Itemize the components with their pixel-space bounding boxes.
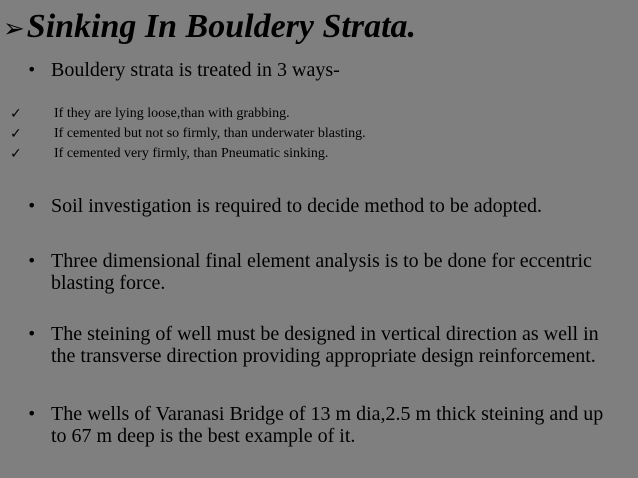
checkmark-icon: ✓ (10, 146, 22, 162)
check-text: If cemented but not so firmly, than underwater blasting. (54, 126, 366, 141)
checkmark-icon: ✓ (10, 126, 22, 142)
point-line: The steining of well must be designed in vertical direction as well in (51, 323, 599, 345)
point-text (51, 403, 603, 447)
point-line: to 67 m deep is the best example of it. (51, 425, 356, 447)
slide-title (3, 8, 416, 45)
point-bullet (0, 403, 603, 447)
bullet-dot-icon: • (27, 60, 37, 79)
arrow-bullet-icon: ➢ (3, 14, 25, 44)
point-text (51, 323, 599, 367)
check-text: If they are lying loose,than with grabbing. (54, 106, 290, 121)
check-item (0, 104, 290, 124)
point-bullet (0, 323, 599, 367)
intro-bullet (0, 58, 340, 82)
point-bullet (0, 195, 542, 217)
point-line: Three dimensional final element analysis is to be done for eccentric (51, 250, 592, 272)
point-line: blasting force. (51, 272, 166, 294)
point-line: Soil investigation is required to decide method to be adopted. (51, 195, 543, 217)
check-item (0, 144, 328, 164)
title-text: Sinking In Bouldery Strata. (26, 8, 417, 45)
bullet-dot-icon: • (27, 196, 37, 215)
point-text (51, 250, 592, 294)
check-item (0, 124, 366, 144)
bullet-dot-icon: • (27, 251, 37, 270)
bullet-dot-icon: • (27, 404, 37, 423)
point-line: The wells of Varanasi Bridge of 13 m dia,2.5 m thick steining and up (51, 403, 604, 425)
checkmark-icon: ✓ (10, 106, 22, 122)
point-text (51, 195, 542, 217)
point-bullet (0, 250, 592, 294)
check-text: If cemented very firmly, than Pneumatic sinking. (54, 146, 329, 161)
point-line: the transverse direction providing appropriate design reinforcement. (51, 345, 596, 367)
intro-text: Bouldery strata is treated in 3 ways- (51, 59, 340, 81)
bullet-dot-icon: • (27, 324, 37, 343)
